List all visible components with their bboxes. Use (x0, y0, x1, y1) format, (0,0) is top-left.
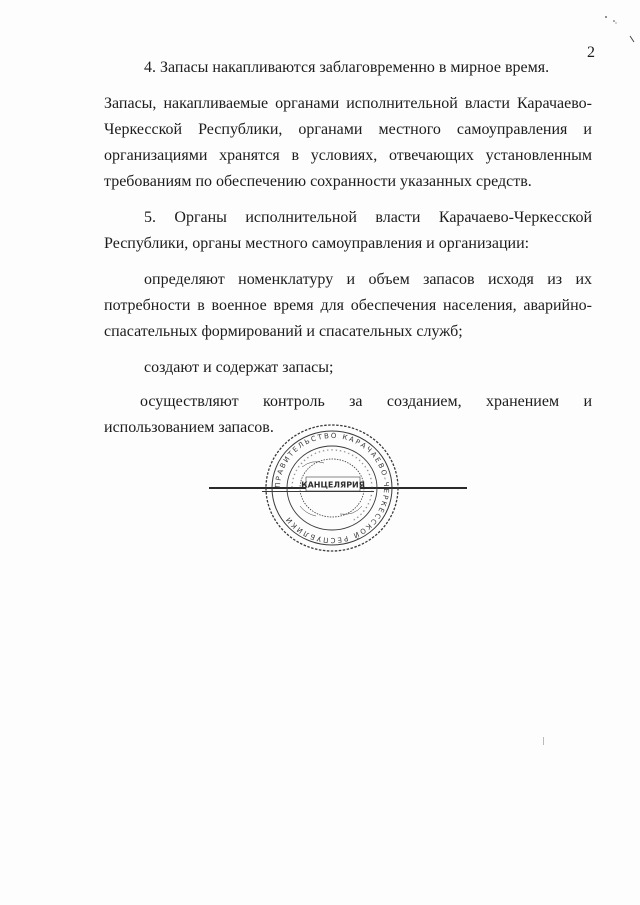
svg-text:* * * * * * * * * * * * * * *: * * * * * * * * * * * * * * * * * * * * * * * * * * * * * * * * * * * * * * (289, 447, 375, 523)
paragraph-storage: Запасы, накапливаемые органами исполнительной власти Карачаево-Черкесской Республики, органами местного самоуправления и организациями хранятся в условиях, отвечающих установленным требованиям по обеспечению сохранности указанных средств. (104, 95, 592, 190)
scan-speck (543, 737, 544, 745)
paragraph-clause-4: 4. Запасы накапливаются заблаговременно в мирное время. (144, 59, 550, 76)
seal-center-text: КАНЦЕЛЯРИЯ (301, 480, 365, 490)
seal-ring-text: ПРАВИТЕЛЬСТВО КАРАЧАЕВО-ЧЕРКЕССКОЙ РЕСПУБЛИКИ (273, 431, 391, 545)
paragraph-clause-5: 5. Органы исполнительной власти Карачаево-Черкесской Республики, органы местного самоуправления и организации: (104, 209, 592, 252)
document-body (104, 55, 592, 451)
paragraph-control: осуществляют контроль за созданием, хранением и использованием запасов. (104, 393, 592, 436)
paragraph-create-reserves: создают и содержат запасы; (144, 359, 334, 376)
scan-artifact-marks (600, 12, 636, 46)
page-number: 2 (587, 44, 595, 61)
official-seal-stamp (262, 422, 402, 554)
paragraph-nomenclature: определяют номенклатуру и объем запасов исходя из их потребности в военное время для обеспечения населения, аварийно-спасательных формирований и спасательных служб; (104, 271, 592, 340)
